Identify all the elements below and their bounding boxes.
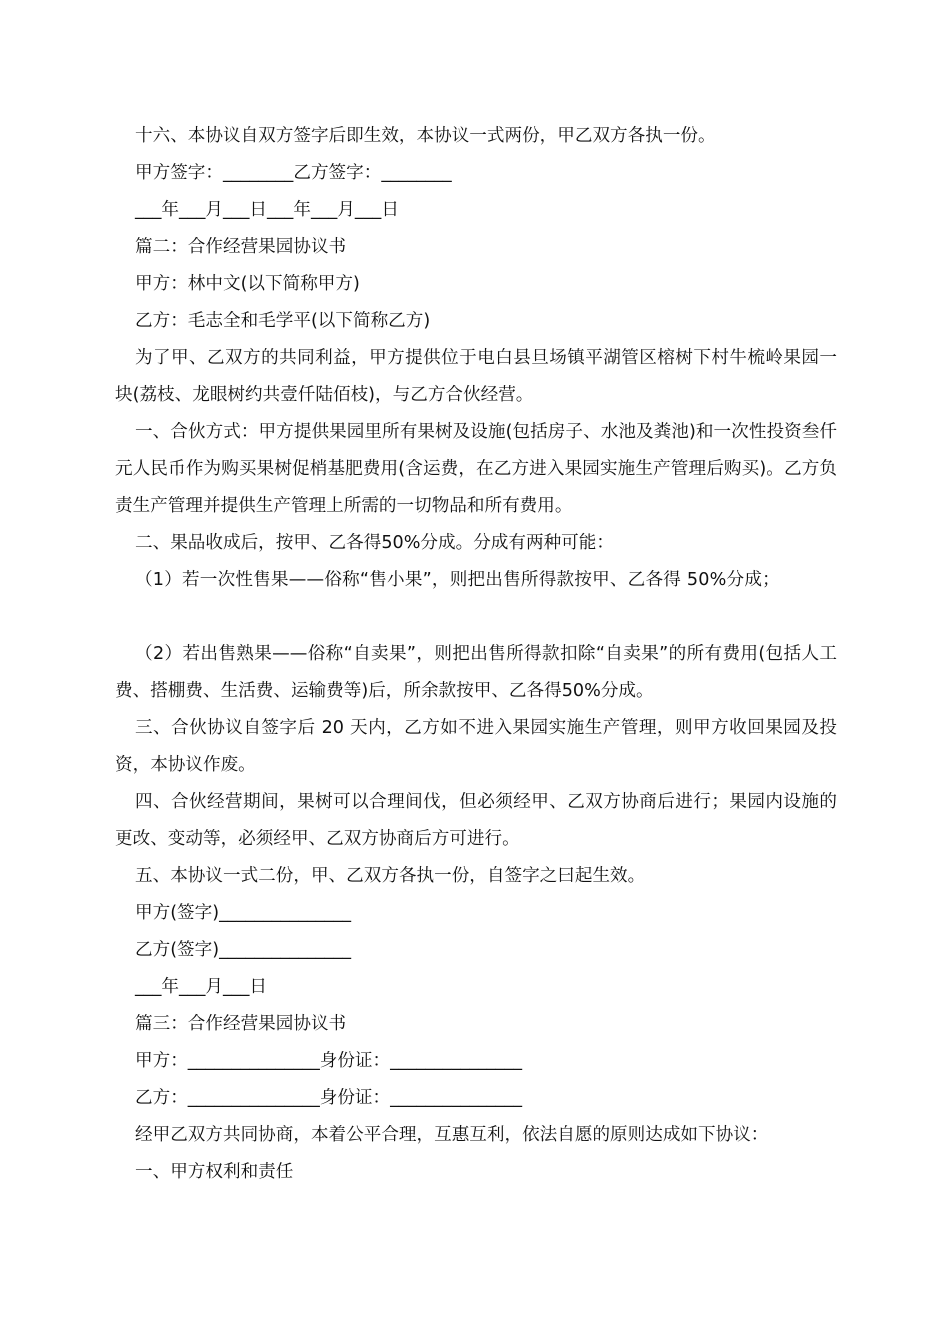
clause-2-option-1: （1）若一次性售果——俗称“售小果”，则把出售所得款按甲、乙各得 50%分成；	[135, 570, 780, 590]
date-line-2: ___年___月___日	[135, 977, 267, 997]
clause-2: 二、果品收成后，按甲、乙各得50%分成。分成有两种可能：	[135, 533, 614, 553]
party-a: 甲方：林中文(以下简称甲方)	[135, 274, 360, 294]
section-title-2: 篇二：合作经营果园协议书	[135, 237, 347, 257]
party-a-signature: 甲方(签字)_______________	[135, 903, 352, 923]
clause-2-option-2: （2）若出售熟果——俗称“自卖果”，则把出售所得款扣除“自卖果”的所有费用(包括人工费、搭棚费、生活费、运输费等)后，所余款按甲、乙各得50%分成。	[115, 644, 837, 701]
clause-1: 一、合伙方式：甲方提供果园里所有果树及设施(包括房子、水池及粪池)和一次性投资叁仟元人民币作为购买果树促梢基肥费用(含运费，在乙方进入果园实施生产管理后购买)。乙方负责生产管理并提供生产管理上所需的一切物品和所有费用。	[115, 422, 837, 516]
party-a-id-line: 甲方：_______________身份证：_______________	[135, 1051, 523, 1071]
intro-paragraph: 为了甲、乙双方的共同利益，甲方提供位于电白县旦场镇平湖管区榕树下村牛梳岭果园一块(荔枝、龙眼树约共壹仟陆佰枝)，与乙方合伙经营。	[115, 348, 837, 405]
clause-16: 十六、本协议自双方签字后即生效，本协议一式两份，甲乙双方各执一份。	[135, 126, 716, 146]
agreement-intro: 经甲乙双方共同协商，本着公平合理，互惠互利，依法自愿的原则达成如下协议：	[135, 1125, 769, 1145]
date-line-1: ___年___月___日___年___月___日	[135, 200, 399, 220]
clause-5: 五、本协议一式二份，甲、乙双方各执一份，自签字之曰起生效。	[135, 866, 646, 886]
clause-4: 四、合伙经营期间，果树可以合理间伐，但必须经甲、乙双方协商后进行；果园内设施的更改、变动等，必须经甲、乙双方协商后方可进行。	[115, 792, 837, 849]
party-b: 乙方：毛志全和毛学平(以下简称乙方)	[135, 311, 431, 331]
party-b-signature: 乙方(签字)_______________	[135, 940, 352, 960]
section-title-3: 篇三：合作经营果园协议书	[135, 1014, 347, 1034]
clause-3: 三、合伙协议自签字后 20 天内，乙方如不进入果园实施生产管理，则甲方收回果园及投资，本协议作废。	[115, 718, 837, 775]
blank-gap	[115, 599, 837, 636]
party-b-id-line: 乙方：_______________身份证：_______________	[135, 1088, 523, 1108]
signature-line-1: 甲方签字：________乙方签字：________	[135, 163, 452, 183]
document-page	[115, 118, 837, 1191]
heading-party-a-rights: 一、甲方权利和责任	[135, 1162, 294, 1182]
